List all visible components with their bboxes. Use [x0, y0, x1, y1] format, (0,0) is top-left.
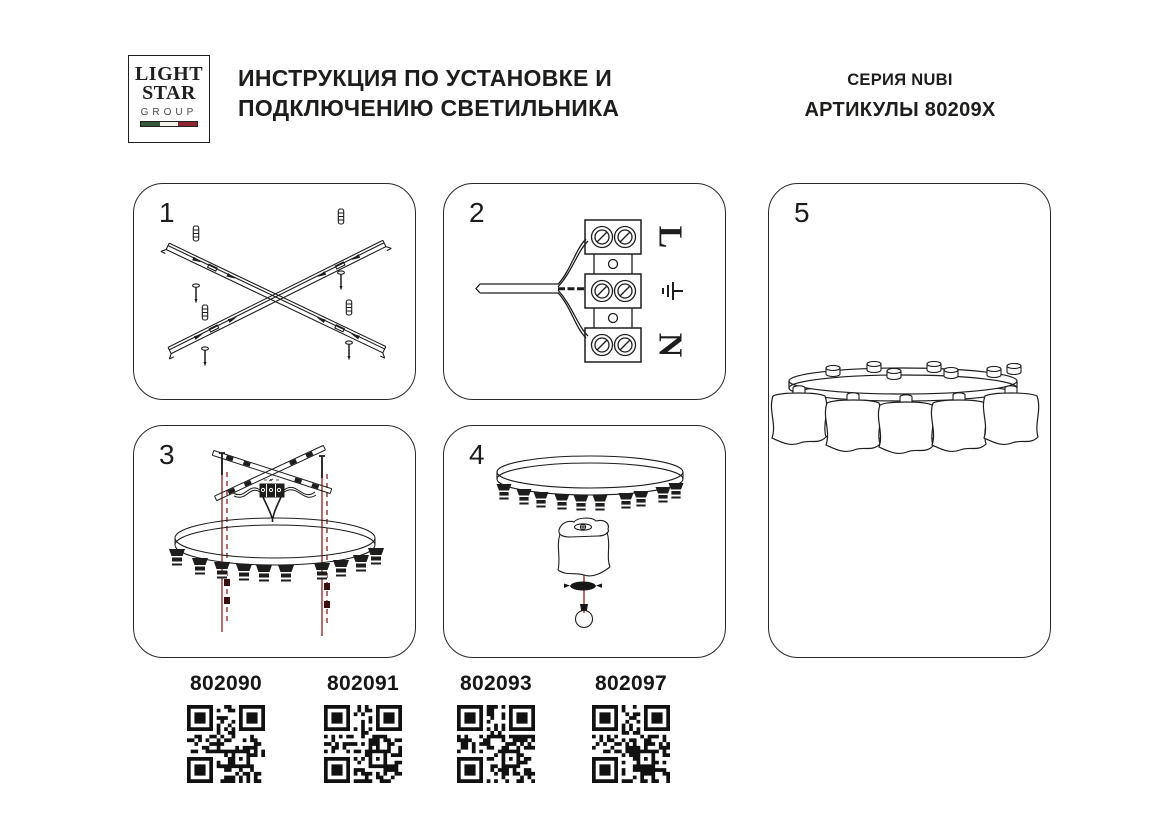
screw-icon: [202, 347, 209, 367]
terminal-block: [585, 220, 641, 362]
label-live: L: [651, 225, 689, 249]
step-panel-4: [443, 425, 726, 658]
series-block: [775, 71, 1025, 122]
lampshade-icon: [558, 518, 610, 576]
hanger-pin-icon: [319, 456, 325, 478]
earth-symbol: [663, 282, 683, 300]
article-code: 802090: [190, 672, 262, 695]
step-panel-5: [768, 183, 1051, 658]
step-panel-2: [443, 183, 726, 400]
article-802090: [164, 672, 288, 788]
dowel-icon: [193, 226, 198, 241]
finished-chandelier-diagram: [769, 184, 1052, 659]
wiring-diagram: [444, 184, 727, 401]
cross-bracket-diagram: [134, 184, 417, 401]
step-number-4: 4: [469, 439, 485, 470]
dowel-icon: [202, 305, 207, 320]
page-title-line2: ПОДКЛЮЧЕНИЮ СВЕТИЛЬНИКА: [238, 95, 620, 121]
article-code: 802093: [460, 672, 532, 695]
logo-word-light: LIGHT: [134, 63, 204, 85]
dowel-icon: [338, 209, 343, 224]
screw-icon: [338, 271, 345, 291]
qr-code-802093: [457, 705, 535, 783]
qr-code-802090: [187, 705, 265, 783]
series-name: СЕРИЯ NUBI: [847, 71, 953, 89]
logo-word-star: STAR: [142, 82, 196, 104]
flag-white: [160, 122, 179, 126]
gasket-icon: [564, 582, 602, 591]
step-number-3: 3: [159, 439, 175, 470]
logo-word-group: GROUP: [140, 107, 198, 118]
label-neutral: N: [651, 332, 689, 358]
page-title-line1: ИНСТРУКЦИЯ ПО УСТАНОВКЕ И: [238, 65, 613, 91]
step-panel-3: [133, 425, 416, 658]
page-title: [238, 63, 619, 123]
shade-assembly-diagram: [444, 426, 727, 659]
flag-red: [178, 122, 197, 126]
lampshade-icon: [771, 386, 1038, 454]
article-code: 802091: [327, 672, 399, 695]
article-802097: [569, 672, 693, 788]
nut-icon: [224, 579, 330, 608]
step-number-2: 2: [469, 197, 485, 228]
terminal-screw-icon: [592, 227, 636, 356]
lightstar-logo: [128, 55, 210, 143]
screw-icon: [346, 341, 353, 361]
qr-code-802091: [324, 705, 402, 783]
article-code: 802097: [595, 672, 667, 695]
wire: [284, 487, 316, 497]
step-number-1: 1: [159, 197, 175, 228]
step-panel-1: [133, 183, 416, 400]
dowel-icon: [346, 300, 351, 315]
articles-heading: АРТИКУЛЫ 80209X: [804, 99, 996, 121]
wire: [233, 488, 260, 497]
step-number-5: 5: [794, 197, 810, 228]
flag-green: [141, 122, 160, 126]
mounting-alignment-diagram: [134, 426, 417, 659]
chandelier-ring: [175, 518, 375, 565]
qr-code-802097: [592, 705, 670, 783]
article-802091: [301, 672, 425, 788]
hanger-pin-icon: [219, 453, 225, 475]
logo-tricolor-bar: [140, 121, 198, 127]
supply-cable: [476, 239, 588, 338]
screw-icon: [193, 284, 200, 304]
terminal-block-small: [260, 479, 284, 497]
article-802093: [434, 672, 558, 788]
bulb-icon: [576, 604, 593, 628]
lamp-socket-icon: [497, 483, 684, 511]
